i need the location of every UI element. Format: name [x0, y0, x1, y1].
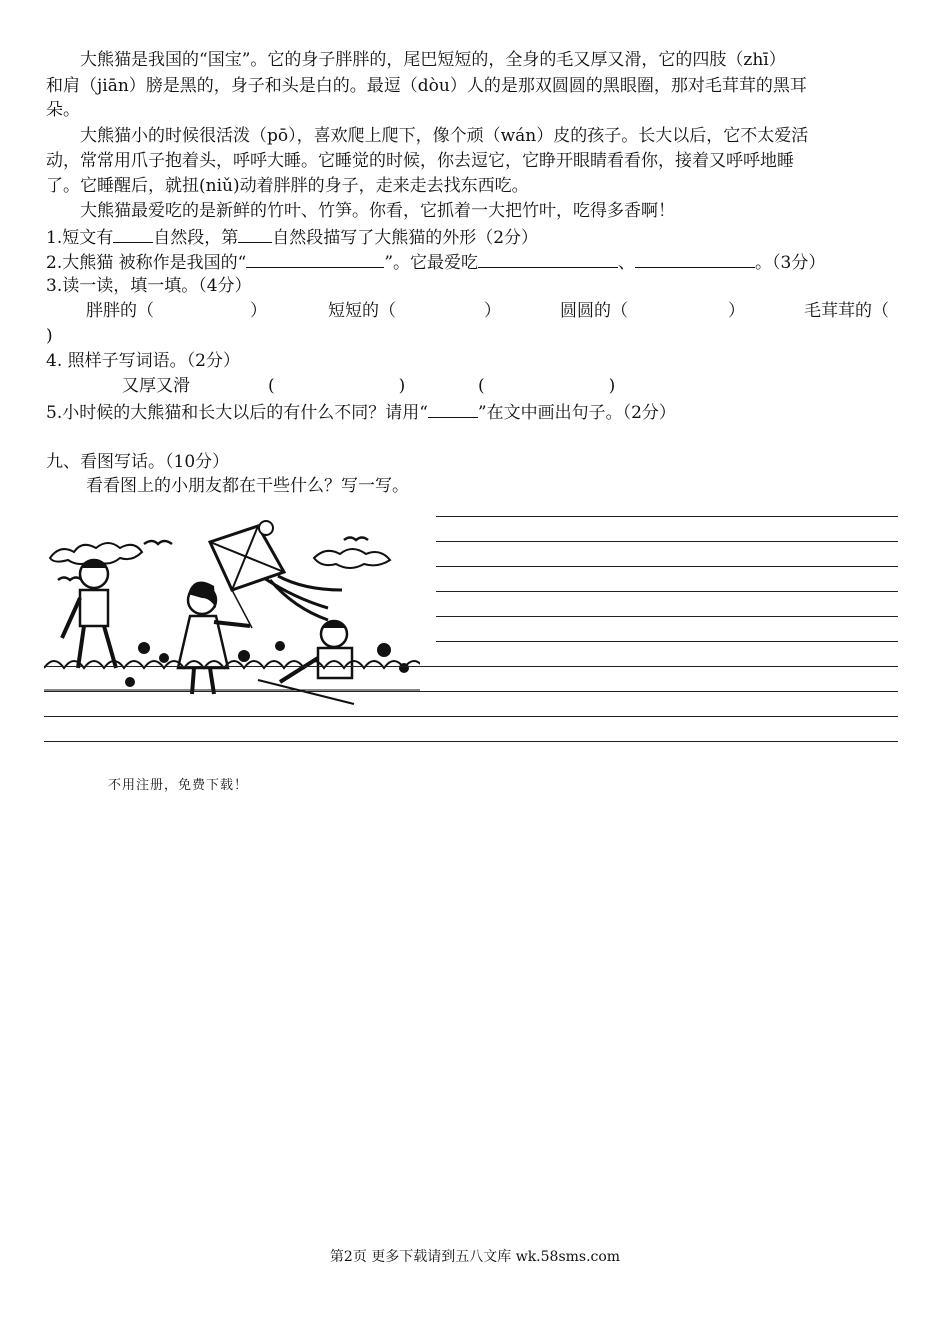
writing-line[interactable] — [44, 666, 898, 667]
passage-p2-line3: 了。它睡醒后，就扭(niǔ)动着胖胖的身子，走来走去找东西吃。 — [46, 176, 529, 196]
question-5 — [46, 399, 676, 425]
writing-line[interactable] — [436, 566, 898, 567]
passage-p3-line1: 大熊猫最爱吃的是新鲜的竹叶、竹笋。你看，它抓着一大把竹叶，吃得多香啊！ — [80, 201, 675, 221]
q2-text-a: 2.大熊猫 被称作是我国的“ — [46, 253, 247, 273]
q4-answer-2[interactable]: ( ) — [478, 376, 616, 396]
q1-text-b: 自然段，第 — [153, 228, 239, 248]
q3-item-4-close: ) — [46, 326, 53, 346]
q2-blank-1[interactable] — [246, 249, 384, 268]
page-footer: 第2页 更多下载请到五八文库 wk.58sms.com — [329, 1249, 621, 1265]
q3-item-2: 短短的（ ） — [328, 301, 501, 321]
passage-p1-line1: 大熊猫是我国的“国宝”。它的身子胖胖的，尾巴短短的，全身的毛又厚又滑，它的四肢（zhī） — [80, 50, 786, 70]
writing-line[interactable] — [436, 541, 898, 542]
kids-kite-illustration — [44, 518, 420, 706]
passage-p1-line2: 和肩（jiān）膀是黑的，身子和头是白的。最逗（dòu）人的是那双圆圆的黑眼圈，那对毛茸茸的黑耳 — [46, 76, 807, 96]
q1-blank-1[interactable] — [113, 224, 153, 243]
q5-text-a: 5.小时候的大熊猫和长大以后的有什么不同？请用“ — [46, 403, 428, 423]
q1-text-c: 自然段描写了大熊猫的外形（2分） — [272, 228, 539, 248]
q2-text-c: 、 — [618, 253, 636, 273]
q5-text-b: ”在文中画出句子。（2分） — [477, 403, 676, 423]
writing-line[interactable] — [436, 641, 898, 642]
q2-blank-2[interactable] — [478, 249, 618, 268]
free-download-note: 不用注册，免费下载！ — [108, 778, 249, 793]
q2-text-b: ”。它最爱吃 — [384, 253, 479, 273]
writing-line[interactable] — [436, 516, 898, 517]
writing-line[interactable] — [436, 616, 898, 617]
q2-blank-3[interactable] — [635, 249, 755, 268]
passage-p1-line3: 朵。 — [46, 100, 80, 120]
question-2 — [46, 249, 825, 275]
q4-example: 又厚又滑 — [122, 376, 190, 396]
q1-text-a: 1.短文有 — [46, 228, 114, 248]
passage-p2-line2: 动，常常用爪子抱着头，呼呼大睡。它睡觉的时候，你去逗它，它睁开眼睛看看你，接着又呼呼地睡 — [46, 151, 794, 171]
q2-text-d: 。（3分） — [755, 253, 826, 273]
section-9-title: 九、看图写话。（10分） — [46, 452, 230, 472]
question-4-title: 4. 照样子写词语。（2分） — [46, 351, 240, 371]
writing-line[interactable] — [44, 691, 898, 692]
writing-line[interactable] — [436, 591, 898, 592]
q1-blank-2[interactable] — [238, 224, 272, 243]
q3-item-1: 胖胖的（ ） — [86, 301, 267, 321]
question-3-title: 3.读一读，填一填。（4分） — [46, 276, 252, 296]
writing-line[interactable] — [44, 716, 898, 717]
question-1 — [46, 224, 538, 250]
q3-item-4: 毛茸茸的（ — [804, 301, 889, 321]
q4-answer-1[interactable]: ( ) — [268, 376, 406, 396]
q5-sample-underline — [428, 399, 478, 418]
q3-item-3: 圆圆的（ ） — [560, 301, 745, 321]
writing-line[interactable] — [44, 741, 898, 742]
passage-p2-line1: 大熊猫小的时候很活泼（pō），喜欢爬上爬下，像个顽（wán）皮的孩子。长大以后，它不太爱活 — [80, 126, 809, 146]
section-9-prompt: 看看图上的小朋友都在干些什么？写一写。 — [86, 476, 409, 496]
